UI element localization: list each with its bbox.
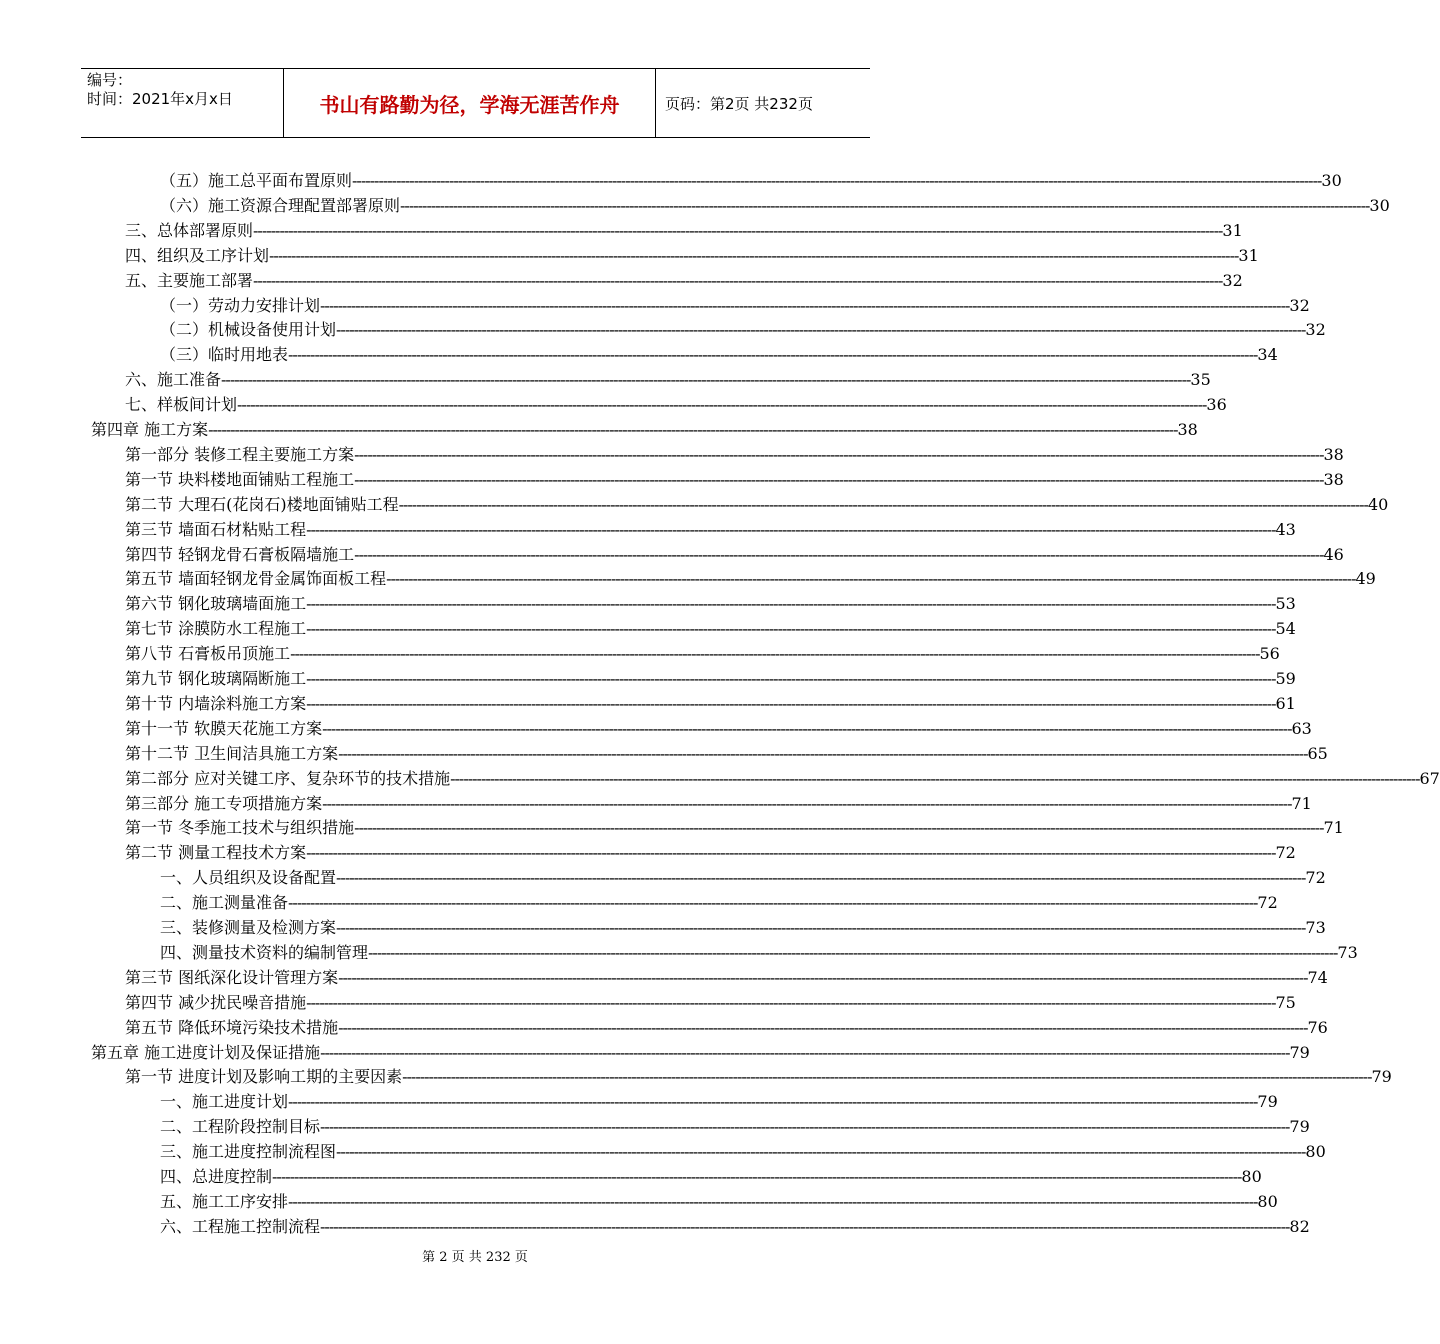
toc-entry[interactable]: [125, 992, 1296, 1014]
toc-entry-title: 五、主要施工部署: [125, 270, 254, 290]
toc-entry-title: 第一节 进度计划及影响工期的主要因素: [125, 1067, 403, 1087]
toc-entry-title: （一）劳动力安排计划: [160, 295, 321, 315]
toc-leader: ----------------------------------------------------------------------------------------------------------------------------------------------------------------------------------------------------------------------------: [336, 320, 1306, 340]
toc-entry[interactable]: [160, 1116, 1310, 1138]
toc-entry[interactable]: [125, 494, 1389, 516]
toc-entry[interactable]: [160, 344, 1278, 366]
toc-entry-title: 六、工程施工控制流程: [160, 1216, 321, 1236]
toc-entry-page: 67: [1419, 768, 1440, 788]
header-motto: 书山有路勤为径，学海无涯苦作舟: [284, 69, 656, 137]
toc-leader: ----------------------------------------------------------------------------------------------------------------------------------------------------------------------------------------------------------------------------: [322, 718, 1292, 738]
toc-leader: ----------------------------------------------------------------------------------------------------------------------------------------------------------------------------------------------------------------------------: [253, 220, 1223, 240]
toc-entry-page: 61: [1275, 693, 1296, 713]
toc-entry-page: 38: [1177, 420, 1198, 439]
toc-entry-page: 54: [1275, 619, 1296, 639]
toc-entry-page: 30: [1321, 171, 1342, 190]
toc-leader: ----------------------------------------------------------------------------------------------------------------------------------------------------------------------------------------------------------------------------: [354, 469, 1324, 489]
toc-entry[interactable]: [160, 170, 1342, 192]
toc-leader: ----------------------------------------------------------------------------------------------------------------------------------------------------------------------------------------------------------------------------: [320, 1117, 1290, 1137]
toc-leader: ----------------------------------------------------------------------------------------------------------------------------------------------------------------------------------------------------------------------------: [354, 444, 1324, 464]
toc-leader: ----------------------------------------------------------------------------------------------------------------------------------------------------------------------------------------------------------------------------: [320, 1216, 1290, 1236]
toc-entry-title: （五）施工总平面布置原则: [160, 171, 353, 190]
toc-entry-title: 二、施工测量准备: [160, 893, 289, 913]
toc-entry-title: 四、测量技术资料的编制管理: [160, 942, 369, 962]
toc-entry-title: 第四节 减少扰民噪音措施: [125, 992, 307, 1012]
toc-entry-title: 第一节 块料楼地面铺贴工程施工: [125, 469, 355, 489]
toc-leader: ----------------------------------------------------------------------------------------------------------------------------------------------------------------------------------------------------------------------------: [368, 942, 1338, 962]
toc-entry-page: 32: [1289, 295, 1310, 315]
toc-entry[interactable]: [125, 394, 1227, 416]
toc-entry[interactable]: [160, 867, 1326, 889]
toc-entry-title: 第十一节 软膜天花施工方案: [125, 718, 323, 738]
toc-leader: ----------------------------------------------------------------------------------------------------------------------------------------------------------------------------------------------------------------------------: [336, 918, 1306, 937]
toc-leader: ----------------------------------------------------------------------------------------------------------------------------------------------------------------------------------------------------------------------------: [320, 295, 1290, 315]
toc-entry[interactable]: [125, 817, 1344, 839]
toc-entry-page: 38: [1323, 444, 1344, 464]
toc-entry-title: 第四章 施工方案: [91, 420, 209, 439]
toc-entry-page: 79: [1257, 1092, 1278, 1112]
document-code-label: 编号：: [87, 71, 133, 89]
page-footer: 第 2 页 共 232 页: [422, 1250, 528, 1265]
toc-entry-title: 第九节 钢化玻璃隔断施工: [125, 669, 307, 688]
toc-leader: ----------------------------------------------------------------------------------------------------------------------------------------------------------------------------------------------------------------------------: [269, 245, 1239, 265]
toc-entry-page: 72: [1257, 893, 1278, 913]
toc-entry-title: 第五节 墙面轻钢龙骨金属饰面板工程: [125, 569, 387, 589]
toc-leader: ----------------------------------------------------------------------------------------------------------------------------------------------------------------------------------------------------------------------------: [336, 868, 1306, 888]
toc-entry-title: 六、施工准备: [125, 370, 222, 390]
toc-leader: ----------------------------------------------------------------------------------------------------------------------------------------------------------------------------------------------------------------------------: [272, 1167, 1242, 1186]
toc-entry-title: 第三部分 施工专项措施方案: [125, 793, 323, 813]
toc-entry-page: 74: [1307, 967, 1328, 987]
toc-entry[interactable]: [125, 519, 1296, 541]
toc-entry[interactable]: [160, 1191, 1278, 1213]
toc-leader: ----------------------------------------------------------------------------------------------------------------------------------------------------------------------------------------------------------------------------: [354, 818, 1324, 838]
toc-entry[interactable]: [125, 693, 1296, 715]
toc-leader: ----------------------------------------------------------------------------------------------------------------------------------------------------------------------------------------------------------------------------: [336, 1142, 1306, 1162]
toc-leader: ----------------------------------------------------------------------------------------------------------------------------------------------------------------------------------------------------------------------------: [306, 693, 1276, 713]
toc-entry[interactable]: [125, 270, 1243, 292]
toc-entry[interactable]: [125, 220, 1243, 242]
toc-entry-title: 第一部分 装修工程主要施工方案: [125, 444, 355, 464]
toc-entry-title: 第十节 内墙涂料施工方案: [125, 693, 307, 713]
toc-entry-page: 72: [1275, 843, 1296, 863]
toc-entry[interactable]: [125, 593, 1296, 615]
toc-entry-page: 80: [1305, 1142, 1326, 1162]
toc-entry[interactable]: [125, 967, 1328, 989]
toc-entry-page: 59: [1275, 669, 1296, 688]
toc-entry[interactable]: [125, 668, 1296, 690]
toc-entry-title: 第十二节 卫生间洁具施工方案: [125, 743, 339, 763]
toc-entry[interactable]: [125, 1066, 1392, 1088]
toc-entry[interactable]: [91, 1042, 1310, 1064]
toc-entry[interactable]: [125, 618, 1296, 640]
toc-entry-title: 第二节 测量工程技术方案: [125, 843, 307, 863]
toc-entry-page: 65: [1307, 743, 1328, 763]
toc-entry-title: 第三节 墙面石材粘贴工程: [125, 519, 307, 539]
toc-entry-title: 第二节 大理石(花岗石)楼地面铺贴工程: [125, 494, 399, 514]
toc-entry-page: 43: [1275, 519, 1296, 539]
toc-leader: ----------------------------------------------------------------------------------------------------------------------------------------------------------------------------------------------------------------------------: [398, 494, 1368, 514]
toc-leader: ----------------------------------------------------------------------------------------------------------------------------------------------------------------------------------------------------------------------------: [338, 967, 1308, 987]
toc-leader: ----------------------------------------------------------------------------------------------------------------------------------------------------------------------------------------------------------------------------: [306, 843, 1276, 863]
toc-entry-page: 75: [1275, 992, 1296, 1012]
toc-leader: ----------------------------------------------------------------------------------------------------------------------------------------------------------------------------------------------------------------------------: [306, 519, 1276, 539]
toc-entry-page: 72: [1305, 868, 1326, 888]
toc-entry-page: 71: [1291, 793, 1312, 813]
toc-entry-title: 三、装修测量及检测方案: [160, 918, 337, 937]
toc-entry-title: 五、施工工序安排: [160, 1191, 289, 1211]
toc-entry-page: 79: [1289, 1117, 1310, 1137]
toc-entry-page: 46: [1323, 544, 1344, 564]
toc-leader: ----------------------------------------------------------------------------------------------------------------------------------------------------------------------------------------------------------------------------: [290, 644, 1260, 664]
toc-entry[interactable]: [125, 743, 1328, 765]
toc-entry-title: 第五章 施工进度计划及保证措施: [91, 1042, 321, 1062]
toc-leader: ----------------------------------------------------------------------------------------------------------------------------------------------------------------------------------------------------------------------------: [306, 619, 1276, 639]
toc-entry-title: 四、组织及工序计划: [125, 245, 270, 265]
toc-leader: ----------------------------------------------------------------------------------------------------------------------------------------------------------------------------------------------------------------------------: [402, 1067, 1372, 1087]
toc-leader: ----------------------------------------------------------------------------------------------------------------------------------------------------------------------------------------------------------------------------: [306, 594, 1276, 614]
toc-entry-title: 三、施工进度控制流程图: [160, 1142, 337, 1162]
toc-entry[interactable]: [160, 1091, 1278, 1113]
toc-entry-page: 79: [1371, 1067, 1392, 1087]
toc-entry[interactable]: [125, 369, 1211, 391]
toc-leader: ----------------------------------------------------------------------------------------------------------------------------------------------------------------------------------------------------------------------------: [208, 420, 1178, 439]
toc-leader: ----------------------------------------------------------------------------------------------------------------------------------------------------------------------------------------------------------------------------: [221, 370, 1191, 390]
toc-leader: ----------------------------------------------------------------------------------------------------------------------------------------------------------------------------------------------------------------------------: [386, 569, 1356, 589]
toc-entry-page: 35: [1190, 370, 1211, 390]
toc-entry[interactable]: [160, 319, 1326, 341]
toc-entry-page: 49: [1355, 569, 1376, 589]
toc-entry-title: 第二部分 应对关键工序、复杂环节的技术措施: [125, 768, 451, 788]
toc-leader: ----------------------------------------------------------------------------------------------------------------------------------------------------------------------------------------------------------------------------: [253, 270, 1223, 290]
toc-entry[interactable]: [125, 444, 1344, 466]
toc-leader: ----------------------------------------------------------------------------------------------------------------------------------------------------------------------------------------------------------------------------: [288, 1092, 1258, 1112]
toc-entry[interactable]: [125, 842, 1296, 864]
toc-entry-title: 三、总体部署原则: [125, 220, 254, 240]
toc-entry[interactable]: [125, 793, 1312, 815]
toc-leader: ----------------------------------------------------------------------------------------------------------------------------------------------------------------------------------------------------------------------------: [450, 768, 1420, 788]
toc-leader: ----------------------------------------------------------------------------------------------------------------------------------------------------------------------------------------------------------------------------: [306, 669, 1276, 688]
toc-entry-title: 一、施工进度计划: [160, 1092, 289, 1112]
toc-entry[interactable]: [160, 1166, 1262, 1188]
toc-entry[interactable]: [125, 544, 1344, 566]
toc-entry[interactable]: [125, 768, 1440, 790]
toc-entry[interactable]: [125, 568, 1376, 590]
toc-entry-page: 36: [1206, 395, 1227, 415]
toc-entry[interactable]: [160, 892, 1278, 914]
toc-entry-title: 第六节 钢化玻璃墙面施工: [125, 594, 307, 614]
toc-entry-title: 第七节 涂膜防水工程施工: [125, 619, 307, 639]
toc-entry-title: 第五节 降低环境污染技术措施: [125, 1017, 339, 1037]
toc-entry-page: 38: [1323, 469, 1344, 489]
toc-entry-title: （三）临时用地表: [160, 345, 289, 365]
toc-entry-page: 73: [1337, 942, 1358, 962]
toc-entry[interactable]: [160, 942, 1358, 964]
toc-leader: ----------------------------------------------------------------------------------------------------------------------------------------------------------------------------------------------------------------------------: [400, 195, 1370, 215]
toc-entry[interactable]: [91, 419, 1198, 441]
toc-leader: ----------------------------------------------------------------------------------------------------------------------------------------------------------------------------------------------------------------------------: [288, 1191, 1258, 1211]
toc-entry-page: 73: [1305, 918, 1326, 937]
toc-entry-page: 79: [1289, 1042, 1310, 1062]
document-time: 时间：2021年x月x日: [87, 90, 233, 108]
toc-entry-title: 第八节 石膏板吊顶施工: [125, 644, 291, 664]
toc-entry-page: 31: [1222, 220, 1243, 240]
toc-entry-title: 四、总进度控制: [160, 1167, 273, 1186]
header-meta: [81, 69, 284, 137]
toc-leader: ----------------------------------------------------------------------------------------------------------------------------------------------------------------------------------------------------------------------------: [320, 1042, 1290, 1062]
toc-entry-page: 76: [1307, 1017, 1328, 1037]
toc-leader: ----------------------------------------------------------------------------------------------------------------------------------------------------------------------------------------------------------------------------: [288, 893, 1258, 913]
toc-entry-page: 34: [1257, 345, 1278, 365]
toc-entry-page: 40: [1367, 494, 1389, 514]
toc-entry-page: 63: [1291, 718, 1312, 738]
toc-entry[interactable]: [125, 1017, 1328, 1039]
toc-entry-page: 32: [1305, 320, 1326, 340]
toc-entry[interactable]: [160, 1141, 1326, 1163]
toc-entry-page: 32: [1222, 270, 1243, 290]
toc-entry[interactable]: [160, 295, 1310, 317]
toc-entry[interactable]: [125, 245, 1259, 267]
header-page-info: 页码：第2页 共232页: [665, 94, 813, 113]
toc-entry-title: 二、工程阶段控制目标: [160, 1117, 321, 1137]
toc-entry-page: 53: [1275, 594, 1296, 614]
toc-entry-page: 56: [1259, 644, 1280, 664]
toc-leader: ----------------------------------------------------------------------------------------------------------------------------------------------------------------------------------------------------------------------------: [306, 992, 1276, 1012]
toc-entry-page: 82: [1289, 1216, 1310, 1236]
toc-entry[interactable]: [160, 1216, 1310, 1238]
toc-entry-page: 30: [1369, 195, 1390, 215]
toc-entry-title: 一、人员组织及设备配置: [160, 868, 337, 888]
toc-entry-page: 80: [1241, 1167, 1262, 1186]
toc-leader: ----------------------------------------------------------------------------------------------------------------------------------------------------------------------------------------------------------------------------: [237, 395, 1207, 415]
toc-entry-page: 31: [1238, 245, 1259, 265]
toc-leader: ----------------------------------------------------------------------------------------------------------------------------------------------------------------------------------------------------------------------------: [338, 1017, 1308, 1037]
toc-entry-title: 七、样板间计划: [125, 395, 238, 415]
toc-leader: ----------------------------------------------------------------------------------------------------------------------------------------------------------------------------------------------------------------------------: [322, 793, 1292, 813]
toc-entry-title: （二）机械设备使用计划: [160, 320, 337, 340]
toc-entry[interactable]: [160, 917, 1326, 939]
toc-leader: ----------------------------------------------------------------------------------------------------------------------------------------------------------------------------------------------------------------------------: [352, 171, 1322, 190]
toc-entry-title: 第三节 图纸深化设计管理方案: [125, 967, 339, 987]
toc-leader: ----------------------------------------------------------------------------------------------------------------------------------------------------------------------------------------------------------------------------: [288, 345, 1258, 365]
page-header: [81, 68, 870, 138]
toc-entry[interactable]: [160, 195, 1390, 217]
toc-entry[interactable]: [125, 643, 1280, 665]
toc-entry[interactable]: [125, 718, 1312, 740]
toc-entry-title: 第一节 冬季施工技术与组织措施: [125, 818, 355, 838]
toc-entry-page: 80: [1257, 1191, 1278, 1211]
toc-leader: ----------------------------------------------------------------------------------------------------------------------------------------------------------------------------------------------------------------------------: [338, 743, 1308, 763]
toc-entry-title: 第四节 轻钢龙骨石膏板隔墙施工: [125, 544, 355, 564]
toc-leader: ----------------------------------------------------------------------------------------------------------------------------------------------------------------------------------------------------------------------------: [354, 544, 1324, 564]
toc-entry-title: （六）施工资源合理配置部署原则: [160, 195, 401, 215]
toc-entry-page: 71: [1323, 818, 1344, 838]
toc-entry[interactable]: [125, 469, 1344, 491]
